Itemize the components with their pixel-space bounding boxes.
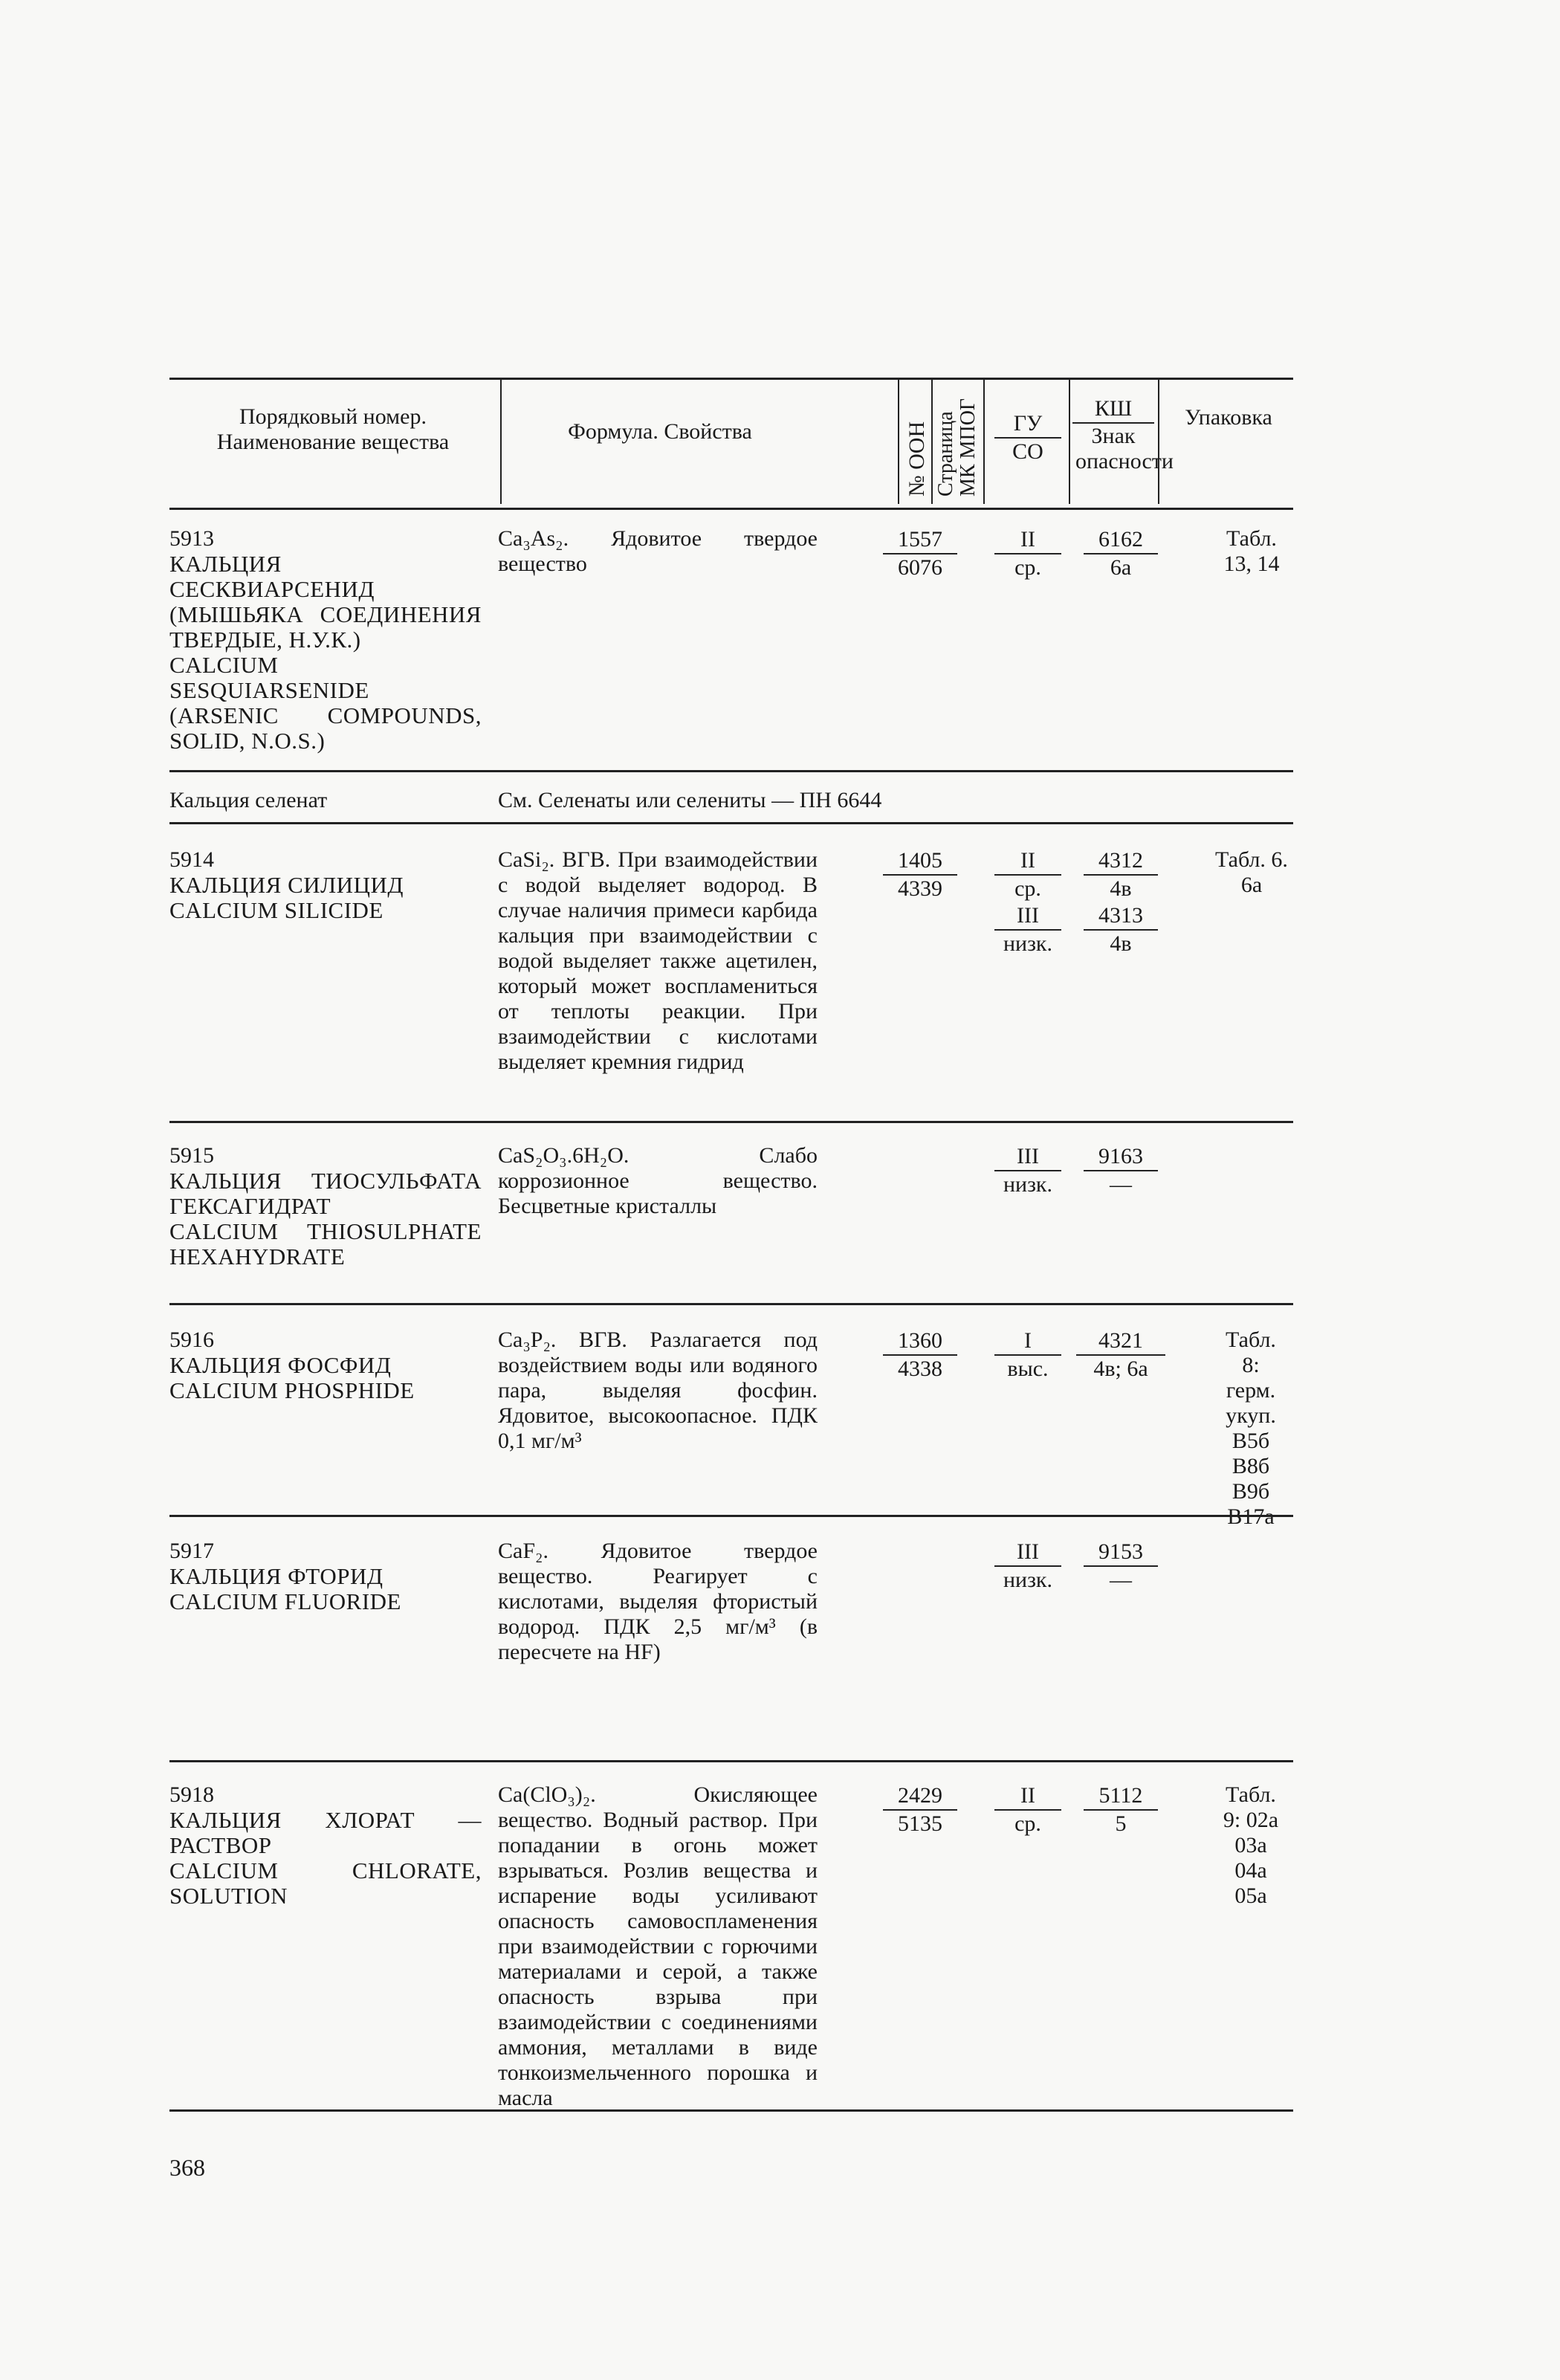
header-ksh: КШ Знак опасности <box>1072 395 1154 474</box>
header-pack: Упаковка <box>1185 405 1272 430</box>
header-gu: ГУ СО <box>994 410 1061 465</box>
header-name: Порядковый номер. Наименование вещества <box>216 404 450 454</box>
header-rule <box>169 508 1293 510</box>
page-number: 368 <box>169 2154 205 2181</box>
header-formula: Формула. Свойства <box>568 419 752 444</box>
header-un: № ООН <box>904 421 929 497</box>
header-page: Страница МК МПОГ <box>934 398 980 497</box>
table-header <box>169 378 1293 508</box>
